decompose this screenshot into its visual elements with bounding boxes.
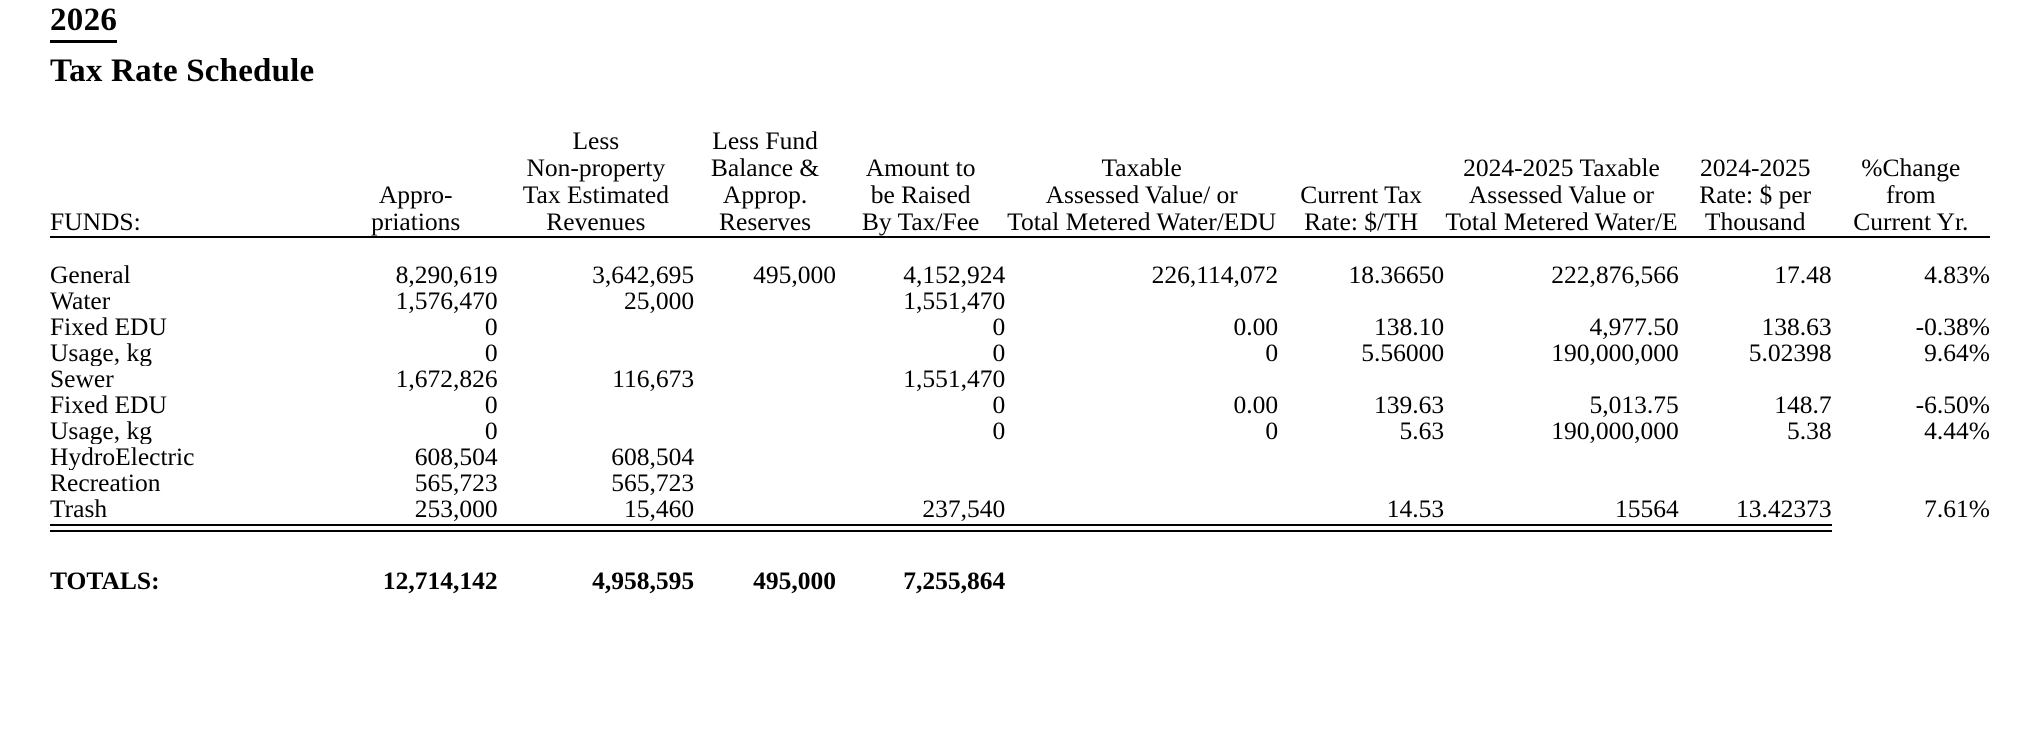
row-non-property-revenues [498, 418, 695, 444]
column-header-non-property-line-3: Tax Estimated [522, 179, 669, 209]
totals-prior-rate [1679, 566, 1832, 596]
table-row [50, 288, 1990, 314]
column-header-non-property-line-4: Revenues [546, 206, 646, 236]
row-fund-balance [694, 288, 836, 314]
row-fund-name: Fixed EDU [50, 313, 167, 340]
row-fund-balance [694, 470, 836, 496]
column-header-prior-assessed-line-1: 2024-2025 Taxable [1463, 152, 1660, 182]
header-spacer-cell [50, 237, 1990, 262]
row-amount-raised: 237,540 [922, 495, 1006, 522]
row-appropriations: 565,723 [414, 469, 498, 496]
column-header-amount-raised-line-2: be Raised [870, 179, 971, 209]
column-header-fund-balance-line-2: Balance & [710, 152, 820, 182]
table-row [50, 418, 1990, 444]
column-header-appropriations [334, 128, 498, 237]
row-fund-balance [694, 340, 836, 366]
row-percent-change: 7.61% [1924, 495, 1990, 522]
row-amount-raised: 1,551,470 [903, 365, 1006, 392]
column-header-amount-to-be-raised [836, 128, 1005, 237]
row-non-property-revenues: 3,642,695 [592, 261, 695, 288]
totals-non-property-revenues: 4,958,595 [592, 565, 695, 595]
header-spacer-row [50, 237, 1990, 262]
row-non-property-revenues [498, 392, 695, 418]
row-percent-change [1832, 366, 1990, 392]
totals-spacer-cell [50, 533, 1990, 566]
column-header-percent-change-line-1: %Change [1861, 152, 1961, 182]
column-header-fund-balance-line-4: Reserves [719, 206, 812, 236]
row-non-property-revenues: 565,723 [611, 469, 695, 496]
row-current-tax-rate: 139.63 [1373, 391, 1445, 418]
row-appropriations: 608,504 [414, 443, 498, 470]
double-rule [50, 522, 1832, 533]
totals-double-rule-cell [50, 522, 1832, 533]
column-header-current-tax-rate [1278, 128, 1444, 237]
totals-label: TOTALS: [50, 565, 160, 595]
title-block [50, 2, 314, 90]
row-prior-assessed-value [1444, 470, 1679, 496]
column-header-taxable-assessed-line-1: Taxable [1101, 152, 1182, 182]
row-non-property-revenues: 116,673 [612, 365, 695, 392]
row-appropriations: 0 [484, 391, 498, 418]
column-header-prior-rate-line-2: Rate: $ per [1699, 179, 1812, 209]
row-prior-rate [1679, 470, 1832, 496]
column-header-current-rate-line-1: Current Tax [1300, 179, 1422, 209]
row-non-property-revenues [498, 314, 695, 340]
row-amount-raised: 0 [992, 313, 1006, 340]
row-fund-name: Water [50, 287, 111, 314]
table-row [50, 444, 1990, 470]
row-amount-raised: 0 [992, 339, 1006, 366]
column-header-fund-balance-line-1: Less Fund [712, 128, 818, 155]
row-fund-name: Fixed EDU [50, 391, 167, 418]
row-percent-change: 9.64% [1924, 339, 1990, 366]
row-percent-change [1832, 444, 1990, 470]
row-prior-rate [1679, 288, 1832, 314]
column-header-non-property-line-1: Less [572, 128, 620, 155]
totals-row [50, 566, 1990, 596]
row-prior-assessed-value: 4,977.50 [1589, 313, 1679, 340]
row-prior-rate: 17.48 [1774, 261, 1832, 288]
row-appropriations: 1,672,826 [395, 365, 498, 392]
row-prior-rate: 13.42373 [1736, 495, 1832, 522]
row-percent-change [1832, 288, 1990, 314]
totals-prior-assessed-value [1444, 566, 1679, 596]
row-appropriations: 1,576,470 [395, 287, 498, 314]
row-prior-rate [1679, 366, 1832, 392]
row-current-tax-rate: 18.36650 [1348, 261, 1445, 288]
tax-rate-table-container [50, 128, 1990, 596]
column-header-prior-rate-line-3: Thousand [1704, 206, 1806, 236]
column-header-taxable-assessed-line-3: Total Metered Water/EDU [1007, 206, 1277, 236]
column-header-amount-raised-line-1: Amount to [865, 152, 976, 182]
row-fund-name: Usage, kg [50, 339, 152, 366]
totals-taxable-assessed-value [1005, 566, 1278, 596]
row-amount-raised: 0 [992, 391, 1006, 418]
column-header-percent-change [1832, 128, 1990, 237]
column-header-taxable-assessed-line-2: Assessed Value/ or [1045, 179, 1238, 209]
row-taxable-assessed-value: 0 [1265, 339, 1279, 366]
row-prior-assessed-value: 5,013.75 [1589, 391, 1679, 418]
row-taxable-assessed-value [1005, 470, 1278, 496]
row-prior-rate: 148.7 [1774, 391, 1832, 418]
table-row [50, 340, 1990, 366]
row-current-tax-rate [1278, 288, 1444, 314]
totals-appropriations: 12,714,142 [382, 565, 498, 595]
table-row [50, 314, 1990, 340]
row-taxable-assessed-value [1005, 288, 1278, 314]
table-row [50, 262, 1990, 288]
row-fund-balance [694, 496, 836, 522]
totals-current-tax-rate [1278, 566, 1444, 596]
row-current-tax-rate [1278, 444, 1444, 470]
column-header-appropriations-line-2: priations [371, 206, 461, 236]
row-percent-change: -6.50% [1915, 391, 1990, 418]
row-appropriations: 0 [484, 313, 498, 340]
column-header-percent-change-line-3: Current Yr. [1853, 206, 1969, 236]
row-taxable-assessed-value [1005, 366, 1278, 392]
row-prior-assessed-value: 222,876,566 [1551, 261, 1679, 288]
row-percent-change: 4.83% [1924, 261, 1990, 288]
column-header-prior-assessed-line-3: Total Metered Water/E [1445, 206, 1678, 236]
row-amount-raised [836, 470, 1005, 496]
row-non-property-revenues [498, 340, 695, 366]
row-current-tax-rate [1278, 366, 1444, 392]
row-fund-name: Recreation [50, 469, 161, 496]
row-percent-change: -0.38% [1915, 313, 1990, 340]
row-fund-balance [694, 418, 836, 444]
row-fund-name: HydroElectric [50, 443, 195, 470]
totals-amount-raised: 7,255,864 [903, 565, 1006, 595]
tax-rate-table [50, 128, 1990, 596]
column-header-funds [50, 128, 334, 237]
row-fund-balance [694, 444, 836, 470]
row-fund-name: Trash [50, 495, 108, 522]
row-current-tax-rate: 5.63 [1399, 417, 1445, 444]
column-header-amount-raised-line-3: By Tax/Fee [861, 206, 980, 236]
table-row [50, 366, 1990, 392]
row-prior-assessed-value [1444, 288, 1679, 314]
totals-double-rule-row [50, 522, 1990, 533]
row-percent-change [1832, 470, 1990, 496]
row-prior-assessed-value: 190,000,000 [1551, 417, 1679, 444]
row-appropriations: 8,290,619 [395, 261, 498, 288]
row-fund-balance: 495,000 [753, 261, 837, 288]
totals-fund-balance: 495,000 [753, 565, 837, 595]
table-body [50, 237, 1990, 596]
row-taxable-assessed-value: 0 [1265, 417, 1279, 444]
row-current-tax-rate: 14.53 [1386, 495, 1445, 522]
row-prior-rate: 5.38 [1787, 417, 1832, 444]
row-non-property-revenues: 608,504 [611, 443, 695, 470]
document-year: 2026 [50, 2, 117, 43]
table-row [50, 392, 1990, 418]
column-header-appropriations-line-1: Appro- [378, 179, 453, 209]
row-appropriations: 0 [484, 417, 498, 444]
row-amount-raised [836, 444, 1005, 470]
row-prior-assessed-value: 190,000,000 [1551, 339, 1679, 366]
row-taxable-assessed-value [1005, 444, 1278, 470]
column-header-prior-rate-line-1: 2024-2025 [1699, 152, 1811, 182]
row-prior-assessed-value [1444, 444, 1679, 470]
row-fund-name: Sewer [50, 365, 114, 392]
row-prior-assessed-value: 15564 [1615, 495, 1679, 522]
row-taxable-assessed-value [1005, 496, 1278, 522]
totals-spacer-row [50, 533, 1990, 566]
column-header-current-rate-line-2: Rate: $/TH [1304, 206, 1419, 236]
row-amount-raised: 1,551,470 [903, 287, 1006, 314]
row-prior-rate: 138.63 [1761, 313, 1832, 340]
column-header-fund-balance-line-3: Approp. [722, 179, 808, 209]
row-percent-change: 4.44% [1924, 417, 1990, 444]
row-non-property-revenues: 15,460 [623, 495, 695, 522]
row-non-property-revenues: 25,000 [623, 287, 695, 314]
column-header-prior-assessed-value [1444, 128, 1679, 237]
row-appropriations: 0 [484, 339, 498, 366]
row-prior-rate: 5.02398 [1748, 339, 1832, 366]
row-fund-name: General [50, 261, 131, 288]
document-subtitle: Tax Rate Schedule [50, 52, 315, 89]
column-header-fund-balance [694, 128, 836, 237]
row-amount-raised: 0 [992, 417, 1006, 444]
row-current-tax-rate: 138.10 [1373, 313, 1445, 340]
row-appropriations: 253,000 [414, 495, 498, 522]
column-header-funds-line-1: FUNDS: [50, 206, 141, 236]
row-current-tax-rate [1278, 470, 1444, 496]
row-taxable-assessed-value: 0.00 [1233, 313, 1279, 340]
column-header-non-property-line-2: Non-property [526, 152, 666, 182]
row-prior-rate [1679, 444, 1832, 470]
column-header-prior-assessed-line-2: Assessed Value or [1468, 179, 1654, 209]
row-current-tax-rate: 5.56000 [1361, 339, 1445, 366]
totals-percent-change [1832, 566, 1990, 596]
row-fund-name: Usage, kg [50, 417, 152, 444]
row-taxable-assessed-value: 0.00 [1233, 391, 1279, 418]
column-header-percent-change-line-2: from [1886, 179, 1936, 209]
row-fund-balance [694, 314, 836, 340]
table-header-row [50, 128, 1990, 237]
table-row [50, 496, 1990, 522]
row-fund-balance [694, 366, 836, 392]
row-fund-balance [694, 392, 836, 418]
double-rule-spacer [1832, 522, 1990, 533]
column-header-non-property-revenues [498, 128, 695, 237]
column-header-taxable-assessed-value [1005, 128, 1278, 237]
column-header-prior-rate [1679, 128, 1832, 237]
row-amount-raised: 4,152,924 [903, 261, 1006, 288]
table-row [50, 470, 1990, 496]
row-taxable-assessed-value: 226,114,072 [1151, 261, 1279, 288]
row-prior-assessed-value [1444, 366, 1679, 392]
